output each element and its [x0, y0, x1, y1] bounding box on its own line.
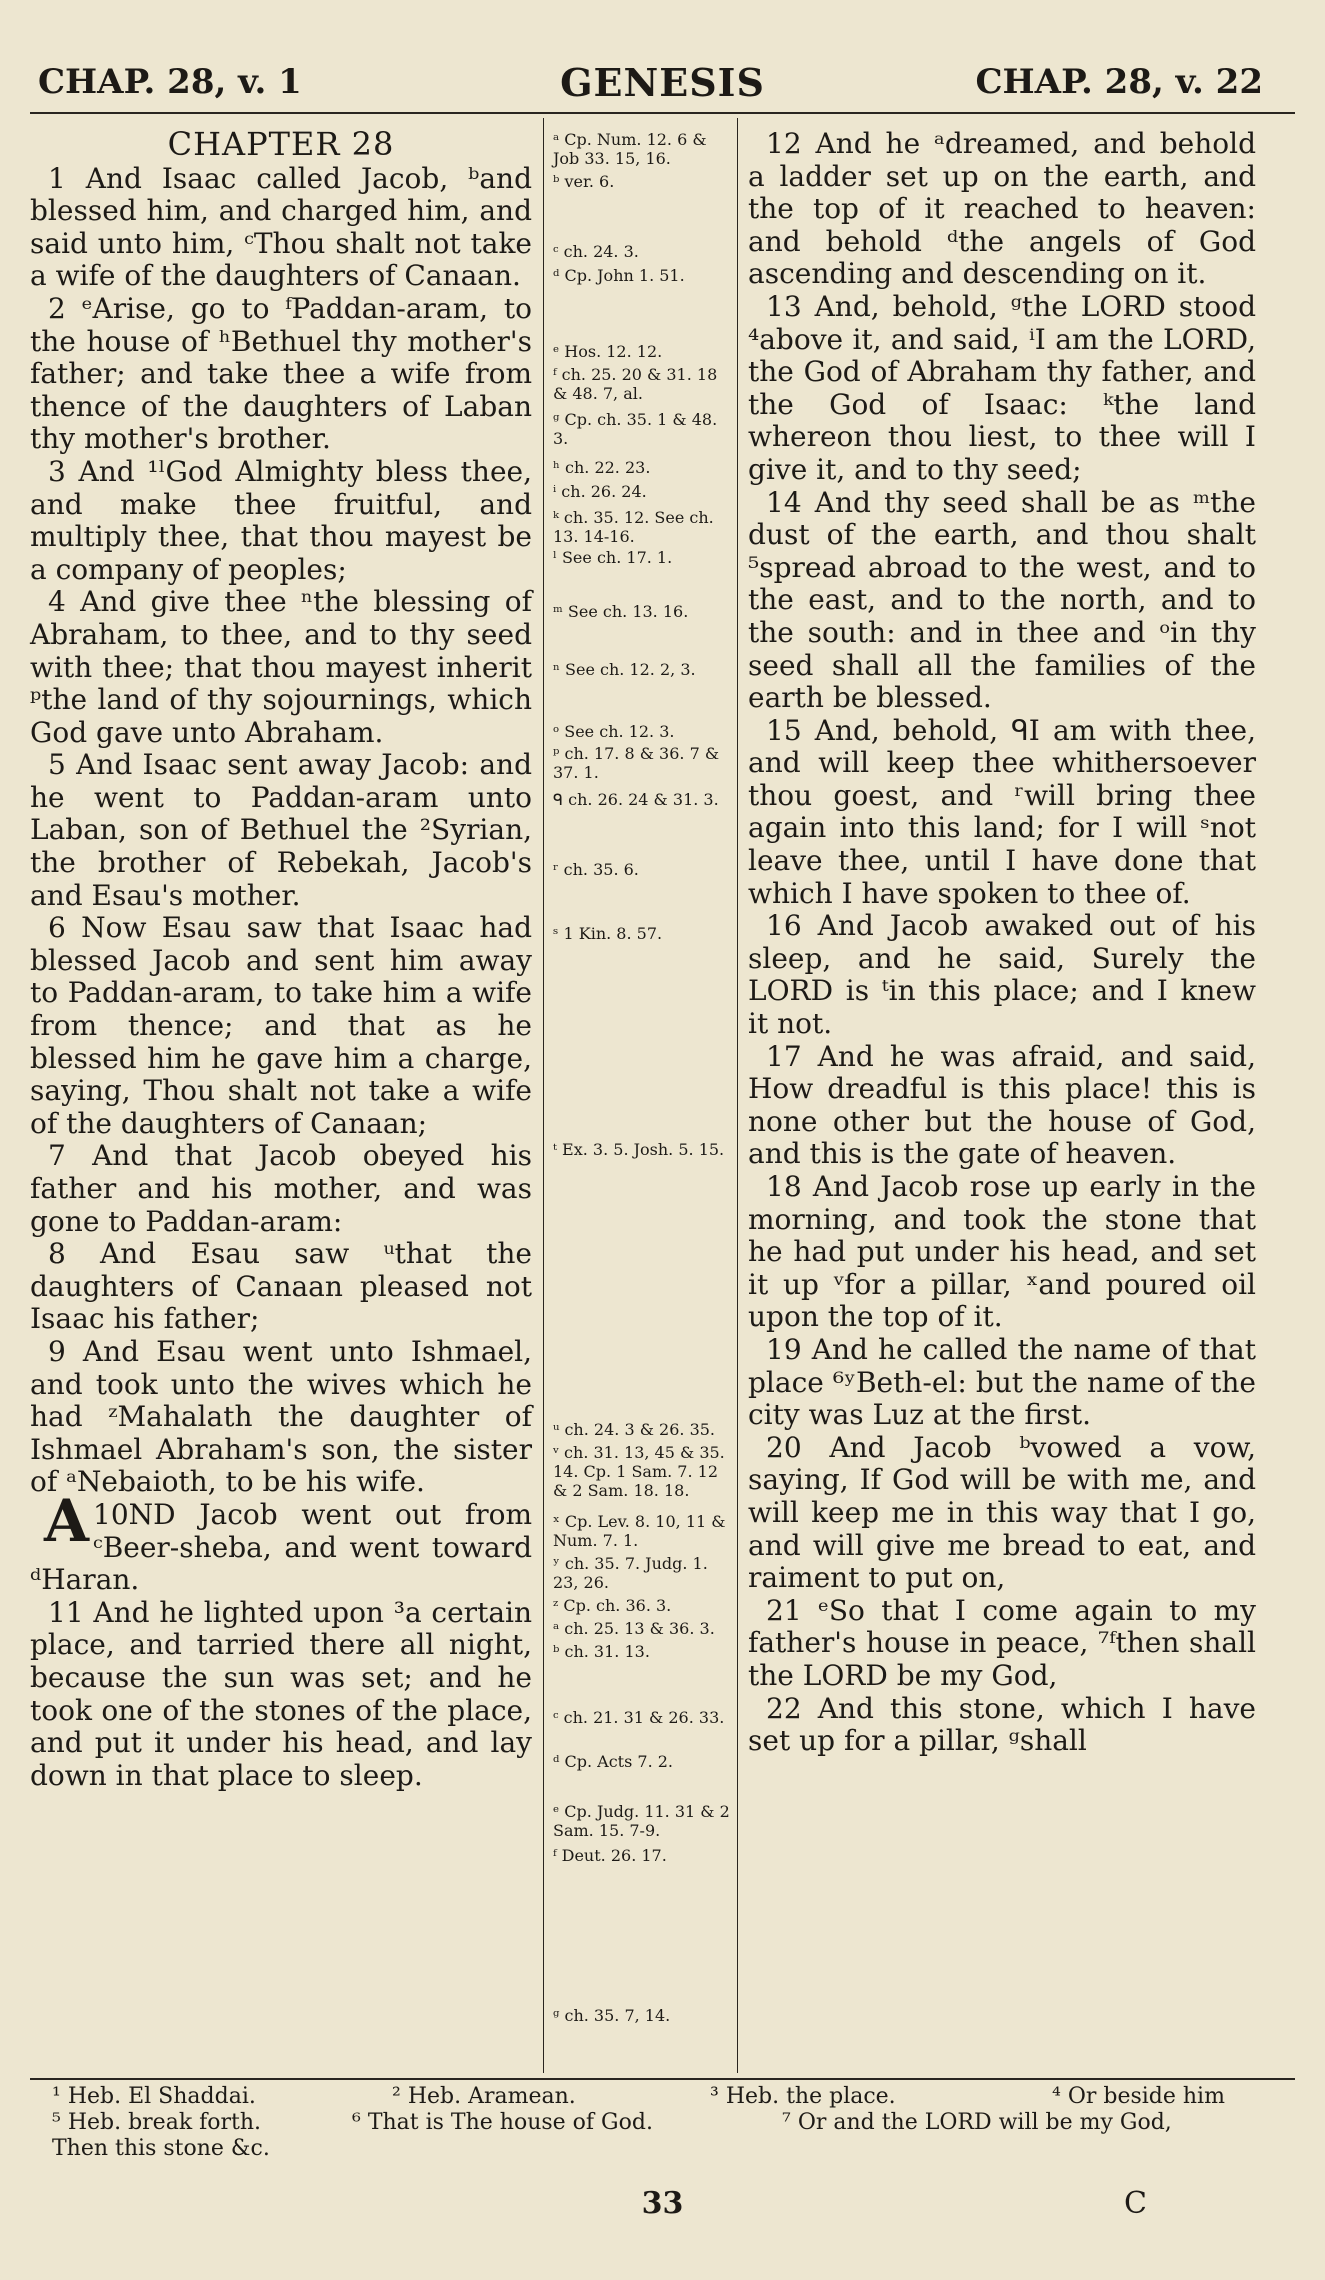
footnote-rule: [30, 2078, 1295, 2080]
chapter-heading: CHAPTER 28: [167, 125, 395, 163]
left-text-column: [30, 125, 532, 1792]
cross-reference-14: ᵖ ch. 17. 8 & 36. 7 & 37. 1.: [553, 744, 720, 782]
running-header: [0, 0, 1325, 118]
footnotes: [30, 2084, 1295, 2164]
right-verses: [748, 128, 1256, 1758]
footnote-6: ⁷ Or and the LORD will be my God,: [782, 2110, 1172, 2135]
cross-reference-10: ˡ See ch. 17. 1.: [553, 548, 673, 567]
verse-right-1: 13 And, behold, ᵍthe LORD stood ⁴above it, and said, ⁱI am the LORD, the God of Abraham thy father, and the God of Isaac: ᵏthe land whereon thou liest, to thee will I give it, and to thy seed;: [748, 289, 1256, 486]
cross-reference-25: ᵇ ch. 31. 13.: [553, 1642, 650, 1661]
cross-reference-7: ʰ ch. 22. 23.: [553, 458, 651, 477]
cross-reference-24: ᵃ ch. 25. 13 & 36. 3.: [553, 1619, 715, 1638]
cross-reference-29: ᶠ Deut. 26. 17.: [553, 1846, 667, 1865]
cross-reference-6: ᵍ Cp. ch. 35. 1 & 48. 3.: [553, 410, 718, 448]
verse-left-0: 1 And Isaac called Jacob, ᵇand blessed him, and charged him, and said unto him, ᶜThou shalt not take a wife of the daughters of Canaan.: [30, 161, 532, 293]
header-rule: [30, 112, 1295, 114]
verse-right-2: 14 And thy seed shall be as ᵐthe dust of the earth, and thou shalt ⁵spread abroad to the west, and to the east, and to the north, and to the south: and in thee and ᵒin thy seed shall all the families of the earth be blessed.: [748, 485, 1256, 715]
verse-right-7: 19 And he called the name of that place ⁶ʸBeth-el: but the name of the city was Luz at the first.: [748, 1332, 1256, 1432]
verse-right-10: 22 And this stone, which I have set up for a pillar, ᵍshall: [748, 1691, 1256, 1758]
cross-reference-0: ᵃ Cp. Num. 12. 6 & Job 33. 15, 16.: [553, 130, 707, 168]
cross-reference-21: ˣ Cp. Lev. 8. 10, 11 & Num. 7. 1.: [553, 1512, 726, 1550]
cross-reference-19: ᵘ ch. 24. 3 & 26. 35.: [553, 1420, 716, 1439]
footnote-1: ² Heb. Aramean.: [392, 2084, 576, 2109]
cross-reference-15: ᑫ ch. 26. 24 & 31. 3.: [553, 790, 719, 809]
verse-right-6: 18 And Jacob rose up early in the morning, and took the stone that he had put under his head, and set it up ᵛfor a pillar, ˣand poured oil upon the top of it.: [748, 1170, 1256, 1334]
verse-left-6: 7 And that Jacob obeyed his father and his mother, and was gone to Paddan-aram:: [30, 1139, 532, 1238]
column-rule-left: [543, 118, 544, 2073]
cross-reference-28: ᵉ Cp. Judg. 11. 31 & 2 Sam. 15. 7-9.: [553, 1802, 730, 1840]
verse-right-9: 21 ᵉSo that I come again to my father's house in peace, ⁷ᶠthen shall the LORD be my God,: [748, 1593, 1256, 1692]
verse-left-7: 8 And Esau saw ᵘthat the daughters of Canaan pleased not Isaac his father;: [30, 1237, 532, 1336]
drop-cap: A: [44, 1486, 90, 1555]
header-chapter-end: CHAP. 28, v. 22: [975, 62, 1263, 102]
page-number: 33: [641, 2186, 684, 2221]
cross-reference-2: ᶜ ch. 24. 3.: [553, 242, 639, 261]
cross-reference-20: ᵛ ch. 31. 13, 45 & 35. 14. Cp. 1 Sam. 7. 12 & 2 Sam. 18. 18.: [553, 1443, 725, 1500]
verse-right-5: 17 And he was afraid, and said, How dreadful is this place! this is none other but the house of God, and this is the gate of heaven.: [748, 1039, 1256, 1171]
cross-reference-3: ᵈ Cp. John 1. 51.: [553, 266, 685, 285]
verse-right-0: 12 And he ᵃdreamed, and behold a ladder set up on the earth, and the top of it reached to heaven: and behold ᵈthe angels of God ascending and descending on it.: [748, 127, 1256, 291]
footnote-7: Then this stone &c.: [52, 2136, 270, 2161]
cross-reference-11: ᵐ See ch. 13. 16.: [553, 602, 689, 621]
cross-reference-16: ʳ ch. 35. 6.: [553, 860, 639, 879]
verse-10: [30, 1486, 532, 1597]
left-verses: [30, 163, 532, 1499]
header-book-title: GENESIS: [560, 60, 765, 105]
verse-left-2: 3 And ¹ˡGod Almighty bless thee, and make thee fruitful, and multiply thee, that thou mayest be a company of peoples;: [30, 454, 532, 586]
cross-reference-1: ᵇ ver. 6.: [553, 172, 615, 191]
cross-reference-8: ⁱ ch. 26. 24.: [553, 482, 647, 501]
column-rule-right: [737, 118, 738, 2073]
cross-reference-13: ᵒ See ch. 12. 3.: [553, 722, 675, 741]
cross-reference-9: ᵏ ch. 35. 12. See ch. 13. 14-16.: [553, 508, 714, 546]
footnote-4: ⁵ Heb. break forth.: [52, 2110, 262, 2135]
verse-right-3: 15 And, behold, ᑫI am with thee, and will keep thee whithersoever thou goest, and ʳwill bring thee again into this land; for I will ˢnot leave thee, until I have done that which I have spoken to thee of.: [748, 713, 1256, 910]
cross-reference-5: ᶠ ch. 25. 20 & 31. 18 & 48. 7, al.: [553, 365, 718, 403]
verse-right-4: 16 And Jacob awaked out of his sleep, and he said, Surely the LORD is ᵗin this place; and I knew it not.: [748, 909, 1256, 1041]
cross-reference-12: ⁿ See ch. 12. 2, 3.: [553, 660, 696, 679]
verse-left-5: 6 Now Esau saw that Isaac had blessed Jacob and sent him away to Paddan-aram, to take him a wife from thence; and that as he blessed him he gave him a charge, saying, Thou shalt not take a wife of the daughters of Canaan;: [30, 911, 532, 1140]
footnote-3: ⁴ Or beside him: [1052, 2084, 1225, 2109]
verse-left-1: 2 ᵉArise, go to ᶠPaddan-aram, to the house of ʰBethuel thy mother's father; and take thee a wife from thence of the daughters of Laban thy mother's brother.: [30, 291, 532, 456]
cross-reference-4: ᵉ Hos. 12. 12.: [553, 342, 663, 361]
footnote-0: ¹ Heb. El Shaddai.: [52, 2084, 256, 2109]
cross-reference-22: ʸ ch. 35. 7. Judg. 1. 23, 26.: [553, 1554, 708, 1592]
footnote-2: ³ Heb. the place.: [710, 2084, 896, 2109]
verse-10-text: ND Jacob went out from ᶜBeer-sheba, and went toward ᵈHaran.: [30, 1497, 532, 1597]
cross-reference-17: ˢ 1 Kin. 8. 57.: [553, 924, 663, 943]
verse-left-end-0: 11 And he lighted upon ³a certain place, and tarried there all night, because the sun was set; and he took one of the stones of the place, and put it under his head, and lay down in that place to sleep.: [30, 1595, 532, 1792]
verse-right-8: 20 And Jacob ᵇvowed a vow, saying, If God will be with me, and will keep me in this way that I go, and will give me bread to eat, and raiment to put on,: [748, 1430, 1256, 1595]
verse-left-4: 5 And Isaac sent away Jacob: and he went to Paddan-aram unto Laban, son of Bethuel the ²Syrian, the brother of Rebekah, Jacob's and Esau's mother.: [30, 748, 532, 912]
cross-reference-26: ᶜ ch. 21. 31 & 26. 33.: [553, 1708, 725, 1727]
left-verses-end: [30, 1597, 532, 1793]
footnote-5: ⁶ That is The house of God.: [352, 2110, 653, 2135]
header-chapter-start: CHAP. 28, v. 1: [38, 62, 302, 102]
cross-reference-23: ᶻ Cp. ch. 36. 3.: [553, 1596, 672, 1615]
cross-reference-27: ᵈ Cp. Acts 7. 2.: [553, 1752, 673, 1771]
verse-left-8: 9 And Esau went unto Ishmael, and took unto the wives which he had ᶻMahalath the daughter of Ishmael Abraham's son, the sister of ᵃNebaioth, to be his wife.: [30, 1334, 532, 1499]
verse-left-3: 4 And give thee ⁿthe blessing of Abraham, to thee, and to thy seed with thee; that thou mayest inherit ᵖthe land of thy sojournings, which God gave unto Abraham.: [30, 585, 532, 749]
signature-mark: C: [1124, 2186, 1147, 2221]
right-text-column: [748, 128, 1256, 1758]
cross-reference-30: ᵍ ch. 35. 7, 14.: [553, 2006, 671, 2025]
cross-reference-18: ᵗ Ex. 3. 5. Josh. 5. 15.: [553, 1140, 725, 1159]
verse-10-number: 10: [93, 1497, 129, 1531]
